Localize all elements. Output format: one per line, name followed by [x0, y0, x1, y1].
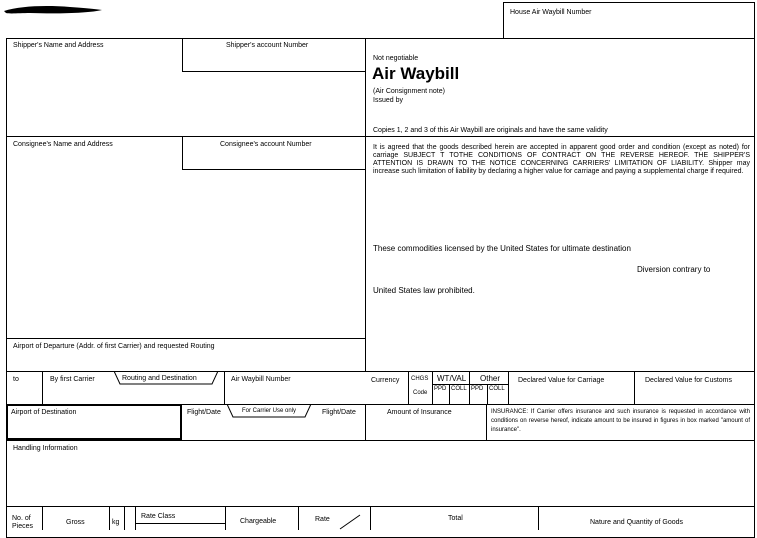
- goods-vdiv-3: [124, 506, 125, 530]
- dest-vdiv-2: [486, 404, 487, 440]
- coll-1-label: COLL: [451, 386, 467, 392]
- rate-slash: [338, 514, 362, 530]
- chgs-label: CHGS: [411, 376, 429, 382]
- routing-vdiv-6: [508, 371, 509, 404]
- airport-destination-label: Airport of Destination: [11, 409, 77, 416]
- goods-vdiv-2: [109, 506, 110, 530]
- not-negotiable-label: Not negotiable: [373, 55, 419, 62]
- goods-vdiv-8: [538, 506, 539, 530]
- ppd-1-label: PPD: [434, 386, 447, 392]
- gross-label: Gross: [66, 519, 85, 526]
- routing-vdiv-3: [408, 371, 409, 404]
- handling-bottom: [6, 506, 755, 507]
- nature-quantity-goods-label: Nature and Quantity of Goods: [590, 519, 683, 526]
- consignee-account-input[interactable]: [188, 153, 360, 167]
- export-notice-line-3: United States law prohibited.: [373, 286, 475, 295]
- declared-carriage-input[interactable]: [514, 389, 629, 402]
- goods-vdiv-7: [370, 506, 371, 530]
- handling-information-input[interactable]: [12, 457, 750, 502]
- rate-class-label: Rate Class: [141, 513, 176, 520]
- insurance-conditions-text: INSURANCE: If Carrier offers insurance and such insurance is requested in accordance with conditions on reverse hereof, indicate amount to be insured in figures in box marked "amount of insurance".: [491, 409, 750, 433]
- other-mid-div: [487, 384, 488, 404]
- conditions-of-contract-text: It is agreed that the goods described herein are accepted in apparent good order and condition (except as noted) for carriage SUBJECT T TOTHE CONDITIONS OF CONTRACT ON THE REVERSE HEREOF. THE SHIPPER'S ATTENTION IS DRAWN TO THE NOTICE CONCERNING CARRIERS' LIMITATION OF LIABILITY. Shipper may increase such limitation of liability by declaring a higher value for carriage and paying a supplemental charge if required.: [373, 144, 750, 175]
- no-of-pieces-label: No. of Pieces: [12, 515, 34, 530]
- center-divider: [365, 38, 366, 371]
- routing-vdiv-4: [432, 371, 433, 404]
- goods-vdiv-6: [298, 506, 299, 530]
- routing-vdiv-5: [469, 371, 470, 404]
- flight-date-2-label: Flight/Date: [322, 409, 356, 416]
- amount-insurance-label: Amount of Insurance: [387, 409, 452, 416]
- copies-validity-note: Copies 1, 2 and 3 of this Air Waybill are originals and have the same validity: [373, 127, 608, 134]
- chargeable-label: Chargeable: [240, 518, 277, 525]
- goods-vdiv-4: [135, 506, 136, 530]
- flight-date-1-label: Flight/Date: [187, 409, 221, 416]
- declared-customs-label: Declared Value for Customs: [645, 377, 733, 384]
- airport-departure-label: Airport of Departure (Addr. of first Carrier) and requested Routing: [13, 343, 215, 350]
- declared-carriage-label: Declared Value for Carriage: [518, 377, 605, 384]
- export-notice-line-2: Diversion contrary to: [637, 265, 711, 274]
- air-consignment-note-label: (Air Consignment note): [373, 88, 445, 95]
- coll-2-label: COLL: [489, 386, 505, 392]
- to-label: to: [13, 376, 19, 383]
- issued-by-input[interactable]: [420, 96, 750, 118]
- airport-departure-input[interactable]: [12, 354, 360, 368]
- total-label: Total: [448, 515, 463, 522]
- handling-information-label: Handling Information: [13, 445, 78, 452]
- code-label: Code: [413, 390, 428, 396]
- kg-label: kg: [112, 519, 120, 526]
- wtval-mid-div: [449, 384, 450, 404]
- currency-label: Currency: [371, 377, 400, 384]
- declared-customs-input[interactable]: [640, 389, 752, 402]
- awb-number-label: Air Waybill Number: [231, 376, 291, 383]
- routing-vdiv-7: [634, 371, 635, 404]
- house-awb-number-label: House Air Waybill Number: [510, 9, 592, 16]
- wtval-underline: [432, 384, 508, 385]
- shipper-account-label: Shipper's account Number: [226, 42, 309, 49]
- awb-number-input[interactable]: [230, 388, 360, 401]
- destination-row-bottom: [6, 440, 755, 441]
- rate-label: Rate: [315, 516, 330, 523]
- shipper-account-input[interactable]: [188, 54, 360, 68]
- wt-val-label: WT/VAL: [437, 374, 467, 383]
- carrier-use-only-label: For Carrier Use only: [242, 408, 297, 414]
- routing-vdiv-2: [224, 371, 225, 404]
- goods-vdiv-5: [225, 506, 226, 530]
- air-waybill-title: Air Waybill: [372, 64, 460, 83]
- shipper-name-address-label: Shipper's Name and Address: [13, 42, 104, 49]
- consignee-name-address-input[interactable]: [12, 155, 177, 325]
- rate-class-underline: [135, 523, 225, 524]
- house-awb-number-input[interactable]: [510, 20, 750, 34]
- routing-destination-label: Routing and Destination: [122, 375, 197, 382]
- shipper-consignee-divider: [6, 136, 755, 137]
- ppd-2-label: PPD: [471, 386, 484, 392]
- consignee-account-label: Consignee's account Number: [220, 141, 312, 148]
- consignee-name-address-label: Consignee's Name and Address: [13, 141, 113, 148]
- dest-vdiv-1: [365, 404, 366, 440]
- other-label: Other: [480, 374, 501, 383]
- shipper-name-address-input[interactable]: [12, 55, 177, 130]
- redaction-scribble: [0, 0, 110, 20]
- by-first-carrier-label: By first Carrier: [50, 376, 95, 383]
- goods-vdiv-1: [42, 506, 43, 530]
- export-notice-line-1: These commodities licensed by the United States for ultimate destination: [373, 244, 631, 253]
- routing-vdiv-1: [42, 371, 43, 404]
- issued-by-label: Issued by: [373, 97, 403, 104]
- departure-top-line: [6, 338, 366, 339]
- airport-destination-input[interactable]: [11, 421, 176, 435]
- amount-insurance-input[interactable]: [372, 422, 482, 436]
